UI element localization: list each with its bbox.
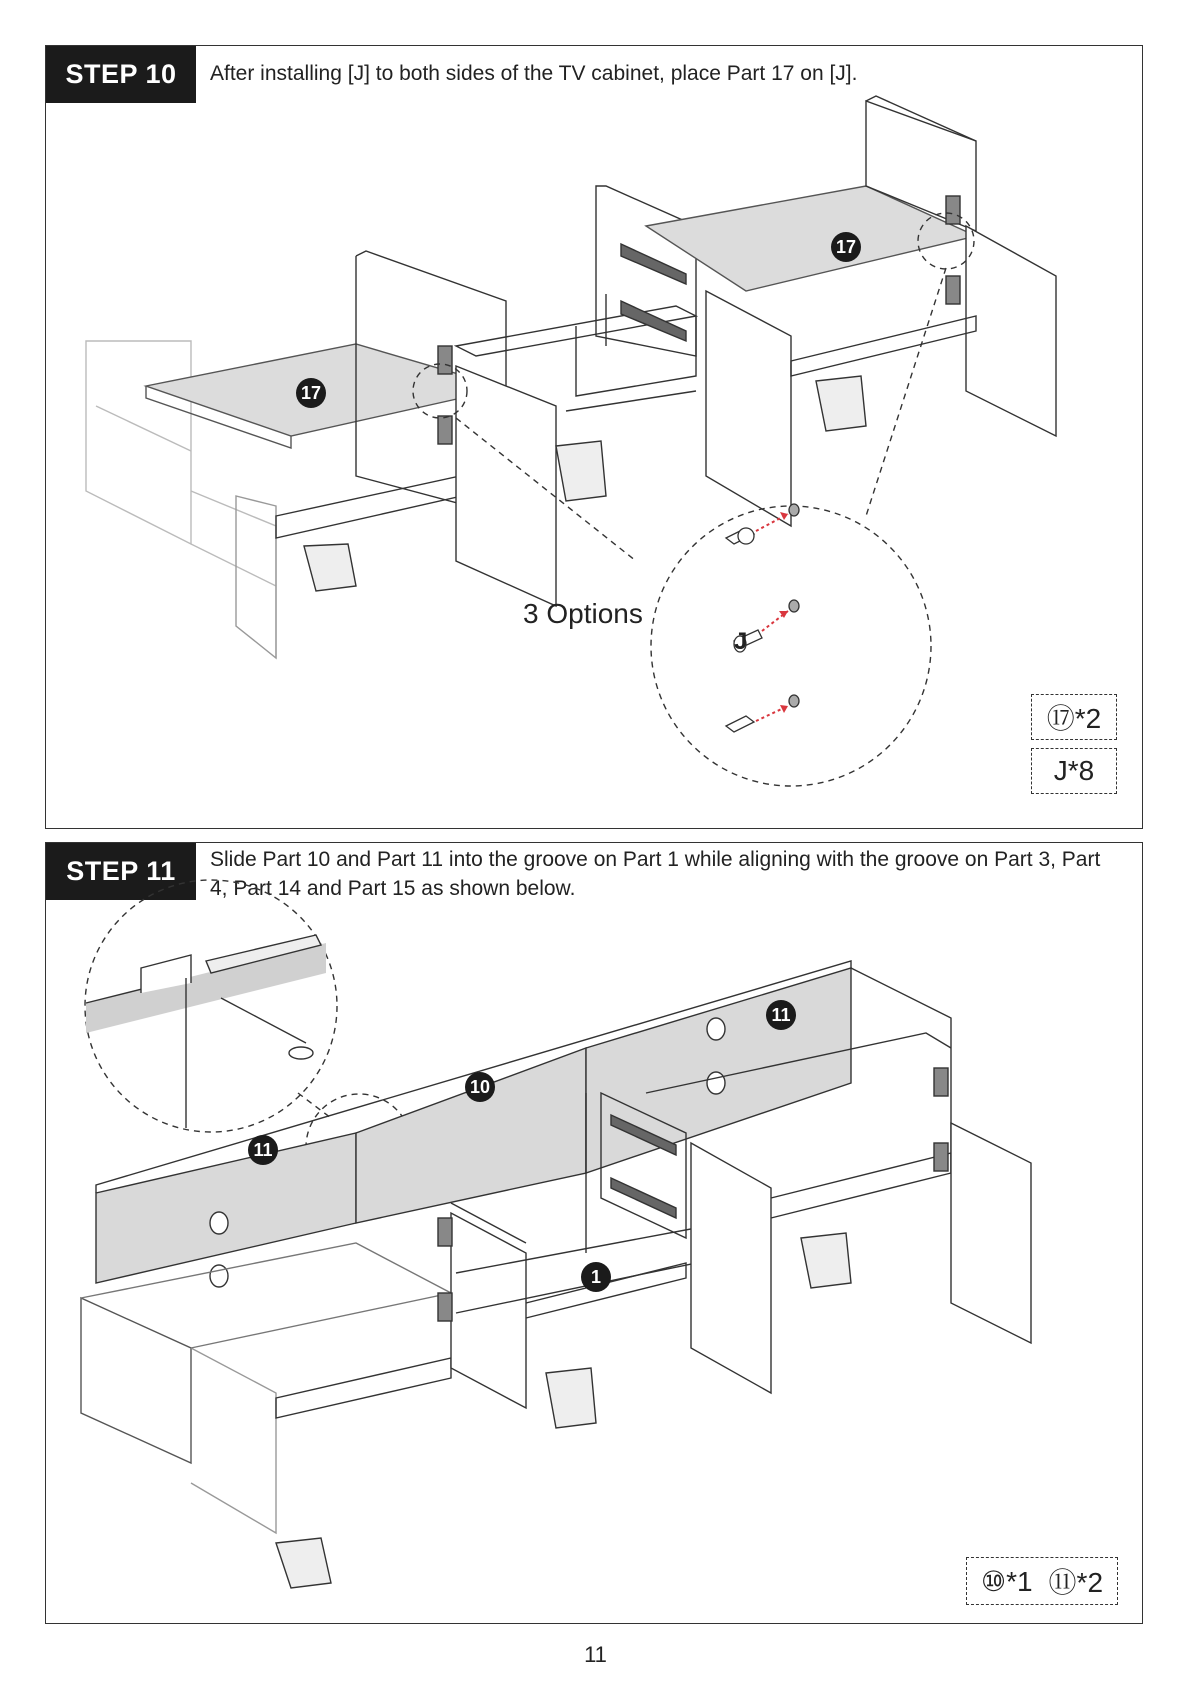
qty-part-10: ⑩*1: [980, 1565, 1033, 1597]
step-11-illustration: [46, 843, 1144, 1625]
part-1-label: 1: [581, 1262, 611, 1292]
step-10-instruction: After installing [J] to both sides of the TV cabinet, place Part 17 on [J].: [210, 62, 858, 85]
part-11-label-right: 11: [766, 1000, 796, 1030]
part-11-label-left: 11: [248, 1135, 278, 1165]
part-10-label: 10: [465, 1072, 495, 1102]
page-number: 11: [584, 1642, 607, 1667]
step-11-instruction: Slide Part 10 and Part 11 into the groove on Part 1 while aligning with the groove on Part 3, Part 4, Part 14 and Part 15 as shown below.: [210, 848, 1101, 900]
qty-box: [966, 1557, 1118, 1605]
options-label: 3 Options: [523, 598, 643, 629]
step-10-panel: [45, 45, 1143, 829]
step-11-panel: [45, 842, 1143, 1624]
step-10-badge: STEP 10: [46, 46, 196, 103]
step-11-badge: STEP 11: [46, 843, 196, 900]
qty-part-17: ⑰*2: [1046, 703, 1102, 734]
qty-j-box: [1031, 748, 1117, 794]
step-10-illustration: [46, 46, 1144, 830]
part-17-label-left: 17: [296, 378, 326, 408]
qty-j: J*8: [1053, 755, 1095, 786]
qty-part-17-box: [1031, 694, 1117, 740]
j-dowel-label: J: [734, 628, 748, 655]
qty-part-11: ⑪*2: [1048, 1567, 1104, 1598]
part-17-label-right: 17: [831, 232, 861, 262]
